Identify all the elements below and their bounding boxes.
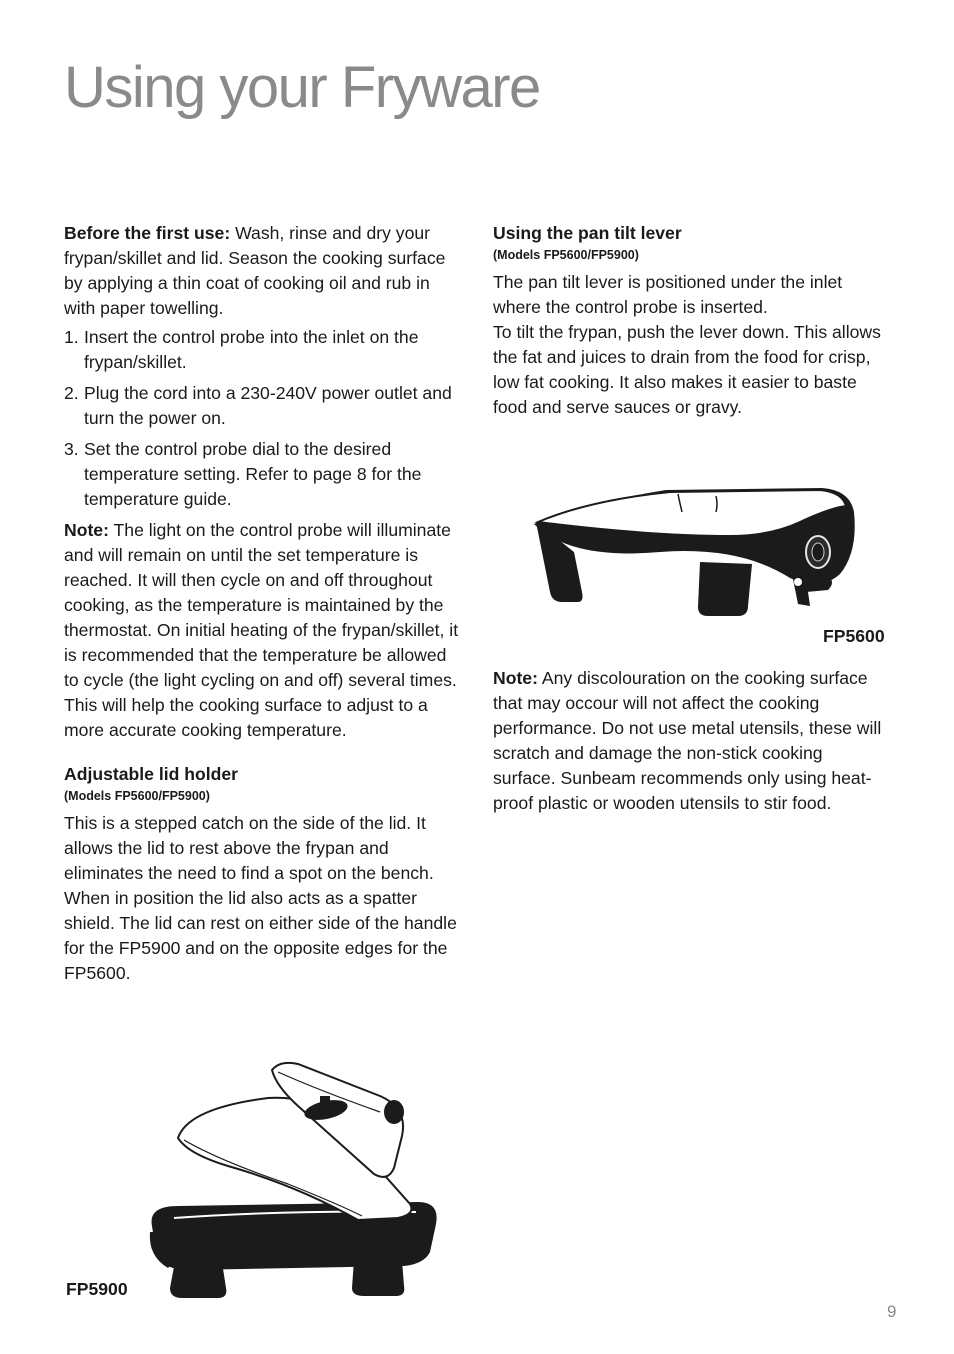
note-label: Note:	[64, 520, 109, 540]
page-title: Using your Fryware	[64, 55, 540, 120]
tilt-lever-models: (Models FP5600/FP5900)	[493, 248, 639, 262]
page-number: 9	[887, 1302, 897, 1321]
step-text: Set the control probe dial to the desired temperature setting. Refer to page 8 for the temperature guide.	[84, 439, 422, 509]
lid-holder-text: This is a stepped catch on the side of the lid. It allows the lid to rest above the frypan and eliminates the need to find a spot on the bench. When in position the lid also acts as a spatter shield. The lid can rest on either side of the handle for the FP5900 and on the opposite edges for the FP5600.	[64, 813, 457, 983]
right-note-block	[493, 666, 889, 816]
intro-text: Wash, rinse and dry your frypan/skillet and lid. Season the cooking surface by applying a thin coat of cooking oil and rub in with paper towelling.	[64, 223, 446, 318]
list-item	[64, 325, 464, 375]
right-column	[493, 221, 889, 420]
right-note-paragraph	[493, 666, 889, 816]
note-text: The light on the control probe will illuminate and will remain on until the set temperature is reached. It will then cycle on and off throughout cooking, as the temperature is maintained by the thermostat. On initial heating of the frypan/skillet, it is recommended that the temperature be allowed to cycle (the light cycling on and off) several times. This will help the cooking surface to adjust to a more accurate cooking temperature.	[64, 520, 459, 740]
setup-steps	[64, 325, 464, 512]
tilt-lever-heading: Using the pan tilt lever	[493, 223, 682, 243]
fp5600-frypan-illustration	[530, 482, 860, 622]
intro-label: Before the first use:	[64, 223, 231, 243]
lid-holder-models: (Models FP5600/FP5900)	[64, 789, 210, 803]
lid-holder-heading: Adjustable lid holder	[64, 764, 238, 784]
note-paragraph	[64, 518, 464, 743]
fp5900-frypan-illustration	[148, 1056, 448, 1301]
list-item	[64, 381, 464, 431]
tilt-lever-text: The pan tilt lever is positioned under the inlet where the control probe is inserted.	[493, 272, 843, 317]
intro-paragraph	[64, 221, 464, 321]
list-item	[64, 437, 464, 512]
left-column	[64, 221, 464, 986]
tilt-lever-text-2: To tilt the frypan, push the lever down. This allows the fat and juices to drain from the food for crisp, low fat cooking. It also makes it easier to baste food and serve sauces or gravy.	[493, 322, 881, 417]
fp5600-caption: FP5600	[823, 626, 885, 646]
step-number: 3.	[64, 439, 79, 459]
fp5900-caption: FP5900	[66, 1279, 128, 1299]
step-number: 2.	[64, 383, 79, 403]
right-note-label: Note:	[493, 668, 538, 688]
step-text: Plug the cord into a 230-240V power outlet and turn the power on.	[84, 383, 452, 428]
right-note-text: Any discolouration on the cooking surface that may occour will not affect the cooking performance. Do not use metal utensils, these will scratch and damage the non-stick cooking surface. Sunbeam recommends only using heat-proof plastic or wooden utensils to stir food.	[493, 668, 882, 813]
step-text: Insert the control probe into the inlet on the frypan/skillet.	[84, 327, 419, 372]
step-number: 1.	[64, 327, 79, 347]
